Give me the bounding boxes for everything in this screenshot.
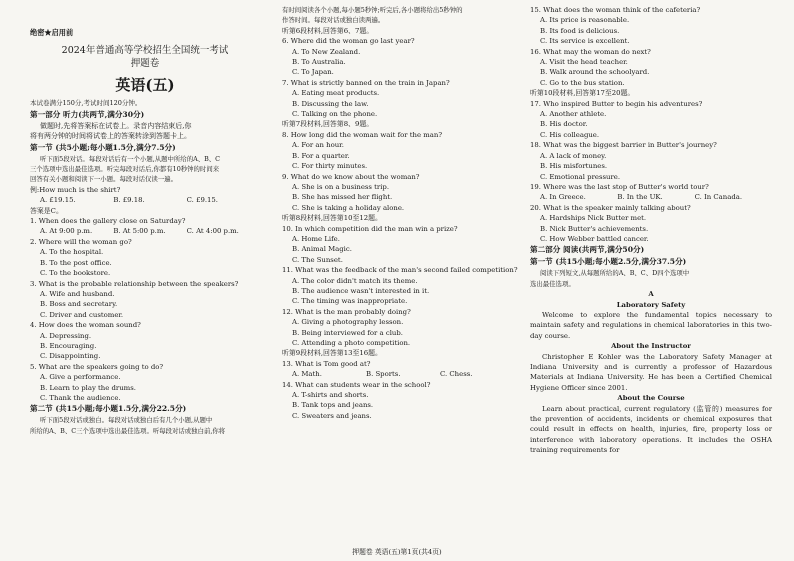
example-answer: 答案是C。 [30, 206, 63, 215]
question-15: 15. What does the woman think of the cafeteria? [530, 6, 701, 14]
q13-option-a: A. Math. [292, 370, 322, 379]
q8-option-c: C. For thirty minutes. [292, 162, 368, 171]
q20-option-c: C. How Webber battled cancer. [540, 234, 649, 243]
q12-option-c: C. Attending a photo competition. [292, 339, 411, 347]
question-5: 5. What are the speakers going to do? [30, 362, 164, 371]
q13-option-b: B. Sports. [366, 370, 401, 379]
q15-option-b: B. Its food is delicious. [540, 26, 620, 35]
section1-instr-1: 听下面5段对话。每段对话后有一个小题,从题中所给的A、B、C [40, 154, 221, 163]
section2-heading: 第二节 (共15小题;每小题1.5分,满分22.5分) [30, 404, 187, 414]
q1-option-c: C. At 4:00 p.m. [186, 227, 239, 236]
question-17: 17. Who inspired Butter to begin his adventures? [530, 99, 703, 108]
q16-option-c: C. Go to the bus station. [540, 78, 625, 87]
column-right [530, 5, 772, 456]
part2-instr-2: 选出最佳选项。 [530, 279, 575, 288]
question-7: 7. What is strictly banned on the train in Japan? [282, 78, 450, 87]
group10-label: 听第10段材料,回答第17至20题。 [530, 89, 635, 98]
q10-option-b: B. Animal Magic. [292, 245, 352, 254]
q12-option-b: B. Being interviewed for a club. [292, 328, 403, 337]
question-16: 16. What may the woman do next? [530, 47, 651, 56]
q14-option-a: A. T-shirts and shorts. [292, 391, 369, 400]
q11-option-c: C. The timing was inappropriate. [292, 297, 408, 306]
question-20: 20. What is the speaker mainly talking about? [530, 203, 691, 212]
q15-option-c: C. Its service is excellent. [540, 37, 630, 46]
question-1: 1. When does the gallery close on Saturday? [30, 217, 186, 226]
q1-option-b: B. At 5:00 p.m. [113, 227, 166, 236]
q4-option-b: B. Encouraging. [40, 341, 97, 350]
q4-option-a: A. Depressing. [40, 331, 92, 340]
section2-instr-2: 所给的A、B、C三个选项中选出最佳选项。听每段对话或独白前,你将 [30, 426, 226, 435]
q7-option-a: A. Eating meat products. [292, 89, 380, 98]
question-14: 14. What can students wear in the school? [282, 380, 431, 389]
q8-option-a: A. For an hour. [292, 141, 344, 150]
q14-option-c: C. Sweaters and jeans. [292, 411, 372, 420]
section1-heading: 第一节 (共5小题;每小题1.5分,满分7.5分) [30, 142, 176, 152]
question-2: 2. Where will the woman go? [30, 237, 132, 246]
about-course-heading: About the Course [617, 394, 685, 403]
q4-option-c: C. Disappointing. [40, 352, 101, 361]
question-12: 12. What is the man probably doing? [282, 307, 411, 316]
q20-option-a: A. Hardships Nick Butter met. [540, 214, 647, 223]
question-11: 11. What was the feedback of the man's second failed competition? [282, 266, 518, 275]
q16-option-b: B. Walk around the schoolyard. [540, 68, 650, 77]
q6-option-b: B. To Australia. [292, 58, 346, 67]
subject-title: 英语(五) [115, 76, 175, 95]
q9-option-b: B. She has missed her flight. [292, 193, 393, 202]
q18-option-a: A. A lack of money. [540, 151, 607, 160]
q12-option-a: A. Giving a photography lesson. [292, 318, 404, 327]
question-18: 18. What was the biggest barrier in Butter's journey? [530, 141, 717, 150]
example-options [30, 195, 260, 205]
q5-option-c: C. Thank the audience. [40, 393, 121, 402]
passage-intro: Welcome to explore the fundamental topics necessary to maintain safety and regulations in chemical laboratories in this two-day course. [530, 310, 772, 340]
exam-subtitle: 押题卷 [130, 58, 160, 70]
about-instructor-heading: About the Instructor [611, 342, 691, 351]
passage-title: Laboratory Safety [616, 300, 686, 309]
q6-option-a: A. To New Zealand. [292, 47, 361, 56]
q9-option-c: C. She is taking a holiday alone. [292, 203, 405, 212]
instructor-text: Christopher E Kohler was the Laboratory Safety Manager at Indiana University and is currently a professor of Hazardous Materials at Indiana University. He has been a Certified Chemical Hygiene Officer since 2001. [530, 352, 772, 392]
q19-option-b: B. In the UK. [617, 193, 663, 202]
question-4: 4. How does the woman sound? [30, 321, 141, 330]
q13-option-c: C. Chess. [440, 370, 473, 379]
question-3: 3. What is the probable relationship between the speakers? [30, 279, 239, 288]
exam-title: 2024年普通高等学校招生全国统一考试 [61, 45, 229, 57]
part2-instr-1: 阅读下列短文,从每题所给的A、B、C、D四个选项中 [540, 269, 690, 278]
q6-option-c: C. To Japan. [292, 68, 334, 77]
question-6: 6. Where did the woman go last year? [282, 37, 415, 46]
question-19-options [530, 192, 772, 202]
section1-instr-2: 三个选项中选出最佳选项。听完每段对话后,你都有10秒钟的时间来 [30, 165, 220, 174]
example-option-a: A. £19.15. [40, 196, 76, 205]
q18-option-b: B. His misfortunes. [540, 162, 608, 171]
part1-intro-1: 做题时,先将答案标在试卷上。录音内容结束后,你 [40, 121, 192, 130]
course-text: Learn about practical, current regulatory (监管的) measures for the prevention of accidents, incidents or chemical exposures that could result in effects on health, injuries, fire, property loss or interference with laboratory operations. It includes the OSHA training requirements for [530, 404, 772, 455]
question-1-options [30, 226, 260, 236]
part1-intro-2: 将有两分钟的时间将试卷上的答案转涂到答题卡上。 [30, 132, 191, 141]
q2-option-a: A. To the hospital. [40, 248, 104, 257]
q17-option-c: C. His colleague. [540, 130, 600, 139]
passage-letter: A [648, 290, 654, 299]
q20-option-b: B. Nick Butter's achievements. [540, 224, 649, 233]
q19-option-a: A. In Greece. [540, 193, 586, 202]
group6-label: 听第6段材料,回答第6、7题。 [282, 26, 374, 35]
q14-option-b: B. Tank tops and jeans. [292, 401, 374, 410]
q11-option-b: B. The audience wasn't interested in it. [292, 286, 430, 295]
q15-option-a: A. Its price is reasonable. [540, 16, 630, 25]
section2-instr-3: 有时间阅读各个小题,每小题5秒钟;听完后,各小题将给出5秒钟的 [282, 6, 463, 14]
q3-option-c: C. Driver and customer. [40, 310, 124, 319]
q8-option-b: B. For a quarter. [292, 151, 350, 160]
section1-instr-3: 回答有关小题和阅读下一小题。每段对话仅读一遍。 [30, 175, 177, 184]
q19-option-c: C. In Canada. [694, 193, 743, 202]
q5-option-b: B. Learn to play the drums. [40, 383, 136, 392]
exam-note: 本试卷满分150分,考试时间120分钟。 [30, 99, 142, 108]
page-footer: 押题卷 英语(五)第1页(共4页) [352, 548, 442, 556]
section2-instr-4: 作答时间。每段对话或独白读两遍。 [282, 16, 385, 25]
part1-heading: 第一部分 听力(共两节,满分30分) [30, 109, 145, 119]
q16-option-a: A. Visit the head teacher. [540, 58, 628, 67]
example-option-c: C. £9.15. [186, 196, 218, 205]
group8-label: 听第8段材料,回答第10至12题。 [282, 214, 382, 223]
q9-option-a: A. She is on a business trip. [292, 182, 390, 191]
section2-instr-1: 听下面5段对话或独白。每段对话或独白后有几个小题,从题中 [40, 416, 213, 425]
q10-option-c: C. The Sunset. [292, 255, 343, 264]
q3-option-a: A. Wife and husband. [40, 289, 115, 298]
question-9: 9. What do we know about the woman? [282, 172, 420, 181]
column-middle [282, 5, 518, 421]
q7-option-b: B. Discussing the law. [292, 99, 369, 108]
column-left [30, 5, 260, 436]
question-8: 8. How long did the woman wait for the man? [282, 130, 443, 139]
q2-option-c: C. To the bookstore. [40, 269, 111, 278]
question-19: 19. Where was the last stop of Butter's world tour? [530, 182, 709, 191]
q5-option-a: A. Give a performance. [40, 373, 121, 382]
q18-option-c: C. Emotional pressure. [540, 172, 621, 181]
group7-label: 听第7段材料,回答第8、9题。 [282, 120, 374, 129]
confidential-mark: 绝密★启用前 [30, 28, 74, 37]
q1-option-a: A. At 9:00 p.m. [40, 227, 93, 236]
question-10: 10. In which competition did the man win a prize? [282, 224, 458, 233]
q11-option-a: A. The color didn't match its theme. [292, 276, 418, 285]
question-13: 13. What is Tom good at? [282, 359, 371, 368]
q17-option-a: A. Another athlete. [540, 110, 607, 119]
q7-option-c: C. Talking on the phone. [292, 110, 378, 119]
part2-heading: 第二部分 阅读(共两节,满分50分) [530, 245, 645, 255]
q17-option-b: B. His doctor. [540, 120, 588, 129]
q2-option-b: B. To the post office. [40, 258, 112, 267]
group9-label: 听第9段材料,回答第13至16题。 [282, 349, 382, 358]
part2-section1-heading: 第一节 (共15小题;每小题2.5分,满分37.5分) [530, 257, 687, 267]
q3-option-b: B. Boss and secretary. [40, 300, 118, 309]
question-13-options [282, 369, 514, 379]
example-option-b: B. £9.18. [113, 196, 145, 205]
example-question: 例:How much is the shirt? [30, 185, 121, 194]
q10-option-a: A. Home Life. [292, 234, 340, 243]
